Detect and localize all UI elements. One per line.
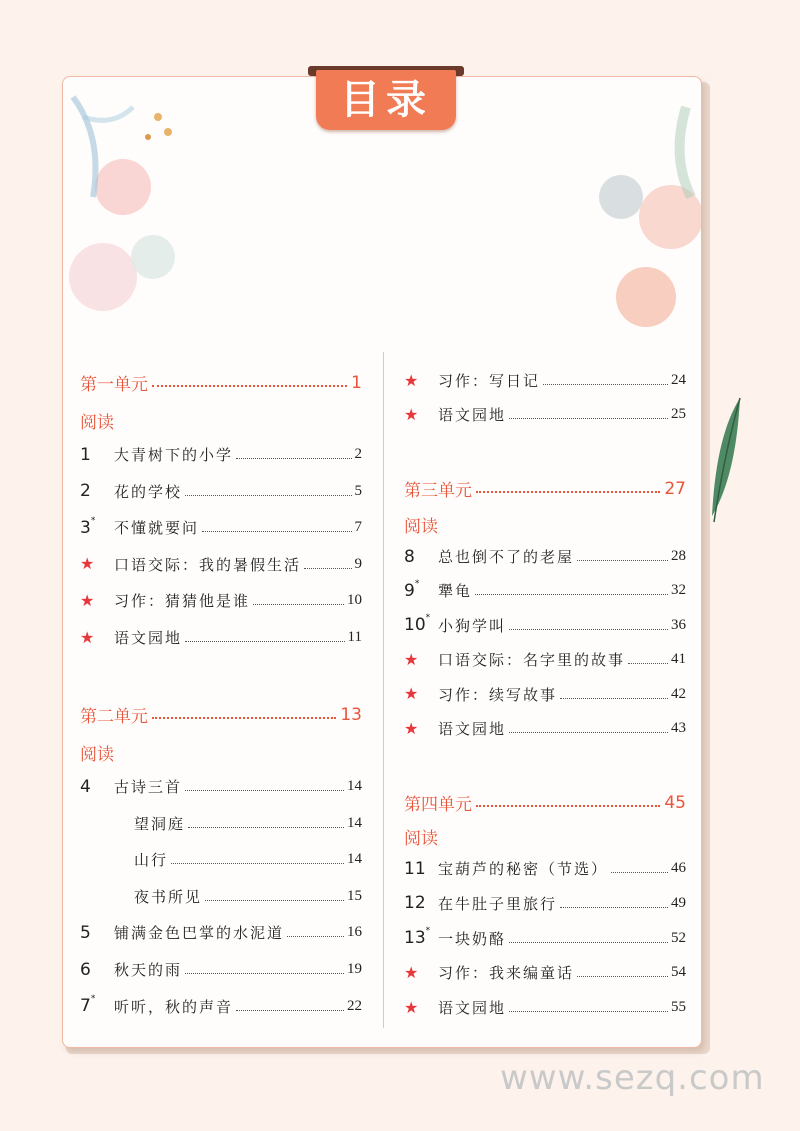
entry-title: 在牛肚子里旅行: [438, 894, 558, 913]
leader-dots: [236, 1010, 344, 1011]
page-number: 19: [347, 961, 362, 977]
leader-dots: [304, 568, 351, 569]
star-icon: ★: [404, 962, 419, 982]
entry-title: 小狗学叫: [438, 616, 507, 635]
leader-dots: [185, 495, 351, 496]
leader-dots: [185, 973, 344, 974]
toc-entry[interactable]: [404, 649, 686, 670]
lesson-number: 13*: [404, 926, 431, 949]
entry-title: 犟龟: [438, 582, 473, 601]
page-number: 14: [347, 851, 362, 868]
page-number: 5: [354, 482, 362, 499]
leader-dots: [577, 560, 668, 561]
section-label-reading: 阅读: [80, 413, 114, 433]
lesson-number: 2: [80, 481, 91, 502]
toc-entry[interactable]: [404, 684, 686, 705]
leader-dots: [509, 1011, 668, 1012]
page-number: 24: [671, 372, 686, 388]
page-number: 49: [671, 894, 686, 911]
star-icon: ★: [80, 590, 95, 610]
floral-right-decoration: [591, 77, 701, 337]
unit-heading-4[interactable]: 第四单元 45: [404, 792, 686, 815]
leader-dots: [202, 531, 351, 532]
page-number: 36: [671, 616, 686, 633]
star-icon: ★: [404, 718, 419, 738]
entry-title: 习作：写日记: [438, 372, 541, 390]
unit-heading-2[interactable]: 第二单元 13: [80, 704, 362, 727]
lesson-number: 1: [80, 444, 91, 465]
leader-dots: [509, 732, 668, 733]
page-number: 11: [347, 629, 362, 645]
leader-dots: [509, 418, 668, 419]
page-number: 9: [354, 555, 362, 572]
lesson-number: 9*: [404, 578, 420, 601]
leader-dots: [185, 641, 345, 642]
toc-entry[interactable]: [80, 849, 362, 870]
section-label-reading: 阅读: [404, 517, 438, 537]
toc-entry[interactable]: [80, 996, 362, 1017]
page-number: 15: [347, 887, 362, 904]
toc-entry[interactable]: [404, 580, 686, 601]
entry-title: 夜书所见: [134, 887, 203, 906]
page-number: 14: [347, 814, 362, 831]
lesson-number: 7*: [80, 994, 96, 1017]
entry-title: 望洞庭: [134, 814, 186, 833]
entry-title: 铺满金色巴掌的水泥道: [114, 924, 285, 943]
leader-dots: [287, 936, 344, 937]
page-number: 54: [671, 964, 686, 981]
lesson-number: 11: [404, 858, 426, 879]
toc-entry[interactable]: [404, 546, 686, 567]
lesson-number: 5: [80, 922, 91, 943]
entry-title: 大青树下的小学: [114, 446, 234, 464]
entry-title: 口语交际：我的暑假生活: [114, 555, 302, 574]
toc-entry[interactable]: [404, 928, 686, 949]
toc-entry[interactable]: [404, 404, 686, 425]
page-number: 10: [347, 592, 362, 609]
entry-title: 不懂就要问: [114, 519, 200, 538]
toc-entry[interactable]: [404, 997, 686, 1018]
page-number: 2: [354, 446, 362, 462]
page-number: 46: [671, 860, 686, 876]
lesson-number: 10*: [404, 613, 431, 636]
page-number: 28: [671, 548, 686, 564]
leader-dots: [543, 384, 668, 385]
page-number: 7: [354, 519, 362, 536]
entry-title: 语文园地: [114, 629, 183, 647]
entry-title: 花的学校: [114, 482, 183, 501]
lesson-number: 4: [80, 776, 91, 797]
column-divider: [383, 352, 384, 1028]
entry-title: 习作：我来编童话: [438, 964, 575, 983]
page-number: 14: [347, 778, 362, 794]
star-icon: ★: [404, 649, 419, 669]
toc-entry[interactable]: [404, 858, 686, 879]
leader-dots: [188, 827, 344, 828]
entry-title: 语文园地: [438, 406, 507, 424]
entry-title: 秋天的雨: [114, 961, 183, 979]
entry-title: 总也倒不了的老屋: [438, 548, 575, 566]
toc-entry[interactable]: [80, 481, 362, 502]
page-title: 目录: [316, 70, 456, 130]
entry-title: 宝葫芦的秘密（节选）: [438, 860, 609, 878]
toc-entry[interactable]: [80, 627, 362, 648]
toc-entry[interactable]: [404, 893, 686, 914]
leader-dots: [509, 629, 668, 630]
toc-entry[interactable]: [80, 444, 362, 465]
leader-dots: [560, 698, 668, 699]
toc-entry[interactable]: [80, 554, 362, 575]
entry-title: 古诗三首: [114, 778, 183, 796]
watermark-text: www.sezq.com: [500, 1058, 765, 1098]
page-number: 42: [671, 685, 686, 702]
section-label-reading: 阅读: [404, 829, 438, 849]
page-number: 43: [671, 720, 686, 736]
page-number: 32: [671, 582, 686, 599]
star-icon: ★: [404, 684, 419, 704]
entry-title: 语文园地: [438, 999, 507, 1018]
leader-dots: [236, 458, 351, 459]
leader-dots: [185, 790, 344, 791]
entry-title: 山行: [134, 851, 169, 870]
floral-left-decoration: [63, 77, 213, 347]
star-icon: ★: [404, 997, 419, 1017]
lesson-number: 12: [404, 893, 426, 914]
leader-dots: [611, 872, 668, 873]
lesson-number: 8: [404, 546, 415, 567]
leader-dots: [577, 976, 668, 977]
entry-title: 语文园地: [438, 720, 507, 738]
toc-entry[interactable]: [80, 517, 362, 538]
entry-title: 习作：猜猜他是谁: [114, 592, 251, 611]
toc-entry[interactable]: [80, 886, 362, 907]
leader-dots: [628, 663, 668, 664]
leader-dots: [475, 594, 668, 595]
unit-heading-3[interactable]: 第三单元 27: [404, 478, 686, 501]
toc-entry[interactable]: [80, 590, 362, 611]
toc-entry[interactable]: [404, 615, 686, 636]
toc-entry[interactable]: [80, 959, 362, 980]
leader-dots: [205, 900, 344, 901]
leader-dots: [509, 942, 668, 943]
entry-title: 听听，秋的声音: [114, 997, 234, 1016]
toc-entry[interactable]: [404, 370, 686, 391]
leader-dots: [253, 604, 344, 605]
toc-entry[interactable]: [404, 962, 686, 983]
page-number: 55: [671, 999, 686, 1016]
entry-title: 口语交际：名字里的故事: [438, 651, 626, 670]
toc-entry[interactable]: [80, 776, 362, 797]
star-icon: ★: [404, 370, 419, 390]
page-number: 25: [671, 406, 686, 422]
star-icon: ★: [80, 627, 95, 647]
toc-entry[interactable]: [80, 813, 362, 834]
toc-entry[interactable]: [404, 718, 686, 739]
toc-entry[interactable]: [80, 922, 362, 943]
entry-title: 习作：续写故事: [438, 685, 558, 704]
leader-dots: [560, 907, 668, 908]
feather-leaf-icon: [706, 396, 746, 526]
entry-title: 一块奶酪: [438, 929, 507, 948]
star-icon: ★: [80, 554, 95, 574]
lesson-number: 3*: [80, 515, 96, 538]
page-number: 16: [347, 924, 362, 941]
section-label-reading: 阅读: [80, 745, 114, 765]
lesson-number: 6: [80, 959, 91, 980]
unit-heading-1[interactable]: 第一单元 1: [80, 372, 362, 395]
page-number: 52: [671, 929, 686, 946]
page-number: 41: [671, 651, 686, 668]
leader-dots: [171, 863, 344, 864]
star-icon: ★: [404, 404, 419, 424]
page-number: 22: [347, 997, 362, 1014]
